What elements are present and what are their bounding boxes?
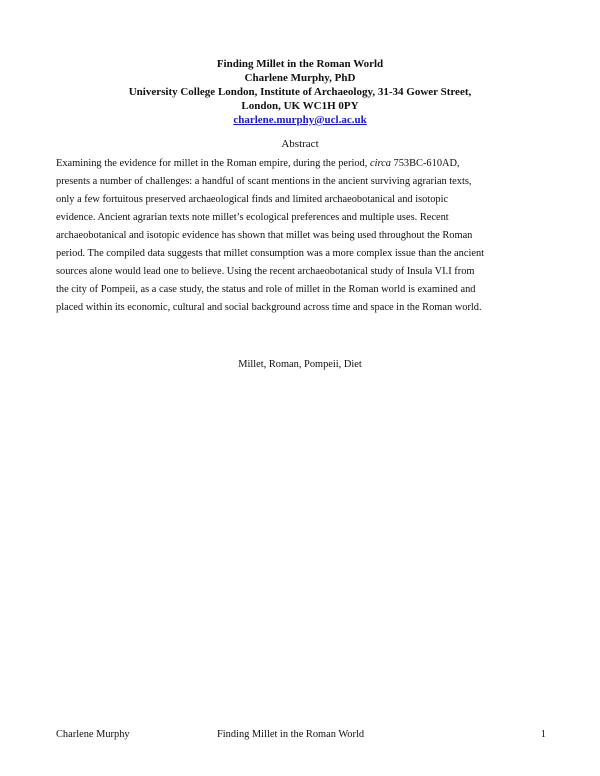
italic-term: circa [369, 158, 391, 169]
abstract-line: only a few fortuitous preserved archaeological finds and limited archaeobotanical and isotopic [56, 194, 449, 205]
abstract-line: placed within its economic, cultural and social background across time and space in the Roman world. [56, 302, 482, 313]
abstract-line: the city of Pompeii, as a case study, the status and role of millet in the Roman world is examined and [56, 284, 476, 295]
email-link[interactable]: charlene.murphy@ucl.ac.uk [233, 114, 367, 126]
abstract-body [56, 155, 546, 317]
footer-author: Charlene Murphy [56, 729, 130, 740]
abstract-heading: Abstract [281, 138, 319, 150]
title-block [0, 57, 600, 127]
abstract-line: Examining the evidence for millet in the Roman empire, during the period, circa 753BC-610AD, [56, 158, 460, 169]
abstract-line: sources alone would lead one to believe. Using the recent archaeobotanical study of Insula VI.I from [56, 266, 475, 277]
abstract-line: evidence. Ancient agrarian texts note millet’s ecological preferences and multiple uses. Recent [56, 212, 449, 223]
keywords: Millet, Roman, Pompeii, Diet [238, 359, 362, 370]
page-footer [56, 728, 546, 742]
affiliation-line-2: London, UK WC1H 0PY [241, 100, 359, 112]
abstract-line: presents a number of challenges: a handful of scant mentions in the ancient surviving agrarian texts, [56, 176, 472, 187]
abstract-line: period. The compiled data suggests that millet consumption was a more complex issue than the ancient [56, 248, 485, 259]
abstract-line: archaeobotanical and isotopic evidence has shown that millet was being used throughout the Roman [56, 230, 473, 241]
paper-title: Finding Millet in the Roman World [216, 58, 384, 70]
affiliation-line-1: University College London, Institute of Archaeology, 31-34 Gower Street, [128, 86, 472, 98]
page-number: 1 [540, 729, 546, 740]
author-name: Charlene Murphy, PhD [244, 72, 356, 84]
footer-title: Finding Millet in the Roman World [217, 729, 365, 740]
